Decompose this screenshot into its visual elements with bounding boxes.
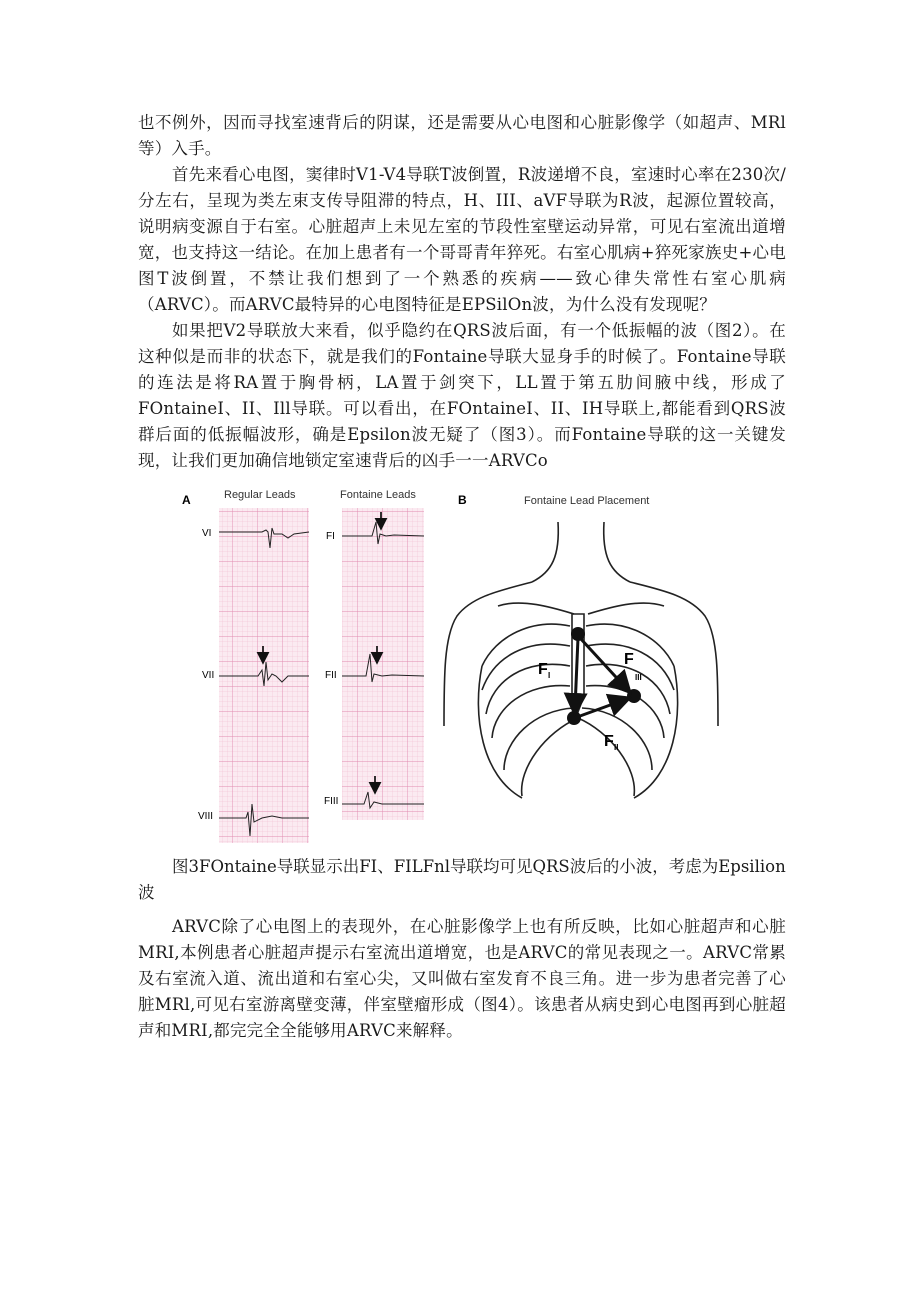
panel-b-label: B <box>458 493 467 507</box>
regular-leads-title: Regular Leads <box>224 489 296 501</box>
fontaine-leads-title: Fontaine Leads <box>340 489 416 501</box>
document-page <box>138 110 786 1044</box>
lead-label-v2: VII <box>202 670 215 681</box>
figure-3 <box>182 486 822 846</box>
paragraph-1: 也不例外，因而寻找室速背后的阴谋，还是需要从心电图和心脏影像学（如超声、MRl等）入手。 <box>138 113 786 158</box>
paragraph-2: 首先来看心电图，窦律时V1-V4导联T波倒置，R波递增不良，室速时心率在230次/分左右，呈现为类左束支传导阻滞的特点，H、III、aVF导联为R波，起源位置较高，说明病变源自于右室。心脏超声上未见左室的节段性室壁运动异常，可见右室流出道增宽，也支持这一结论。在加上患者有一个哥哥青年猝死。右室心肌病+猝死家族史+心电图T波倒置，不禁让我们想到了一个熟悉的疾病——致心律失常性右室心肌病（ARVC）。而ARVC最特异的心电图特征是EPSilOn波，为什么没有发现呢？ <box>138 165 786 314</box>
label-f2-sub: II <box>614 743 619 752</box>
electrode-la <box>567 711 581 725</box>
lead-label-v1: VI <box>202 528 212 539</box>
figure-3-caption: 图3FOntaine导联显示出FI、FILFnl导联均可见QRS波后的小波，考虑为Epsilion波 <box>138 857 786 902</box>
lead-label-f1: FI <box>326 531 335 542</box>
label-f1: F <box>538 661 548 678</box>
label-f3: F <box>624 651 634 668</box>
label-f3-sub: III <box>635 673 642 682</box>
paragraph-4: ARVC除了心电图上的表现外，在心脏影像学上也有所反映，比如心脏超声和心脏MRI,本例患者心脏超声提示右室流出道增宽，也是ARVC的常见表现之一。ARVC常累及右室流入道、流出道和右室心尖，又叫做右室发育不良三角。进一步为患者完善了心脏MRl,可见右室游离壁变薄，伴室壁瘤形成（图4）。该患者从病史到心电图再到心脏超声和MRI,都完完全全能够用ARVC来解释。 <box>138 917 786 1040</box>
panel-a-label: A <box>182 493 191 507</box>
lead-label-v3: VIII <box>198 811 214 822</box>
lead-label-f3: FIII <box>324 796 339 807</box>
label-f1-sub: I <box>548 671 551 680</box>
lead-label-f2: FII <box>325 670 337 681</box>
label-f2: F <box>604 733 614 750</box>
chest-illustration <box>444 522 718 798</box>
paragraph-3: 如果把V2导联放大来看，似乎隐约在QRS波后面，有一个低振幅的波（图2）。在这种似是而非的状态下，就是我们的Fontaine导联大显身手的时候了。Fontaine导联的连法是将RA置于胸骨柄，LA置于剑突下，LL置于第五肋间腋中线，形成了FOntaineI、II、Ill导联。可以看出，在FOntaineI、II、IH导联上,都能看到QRS波群后面的低振幅波形，确是Epsilon波无疑了（图3）。而Fontaine导联的这一关键发现，让我们更加确信地锁定室速背后的凶手一一ARVCo <box>138 321 786 470</box>
electrode-ll <box>627 689 641 703</box>
fontaine-ecg-grid <box>342 508 424 820</box>
figure-3-svg <box>182 486 822 846</box>
vector-f1 <box>575 638 578 708</box>
placement-title: Fontaine Lead Placement <box>524 495 650 507</box>
